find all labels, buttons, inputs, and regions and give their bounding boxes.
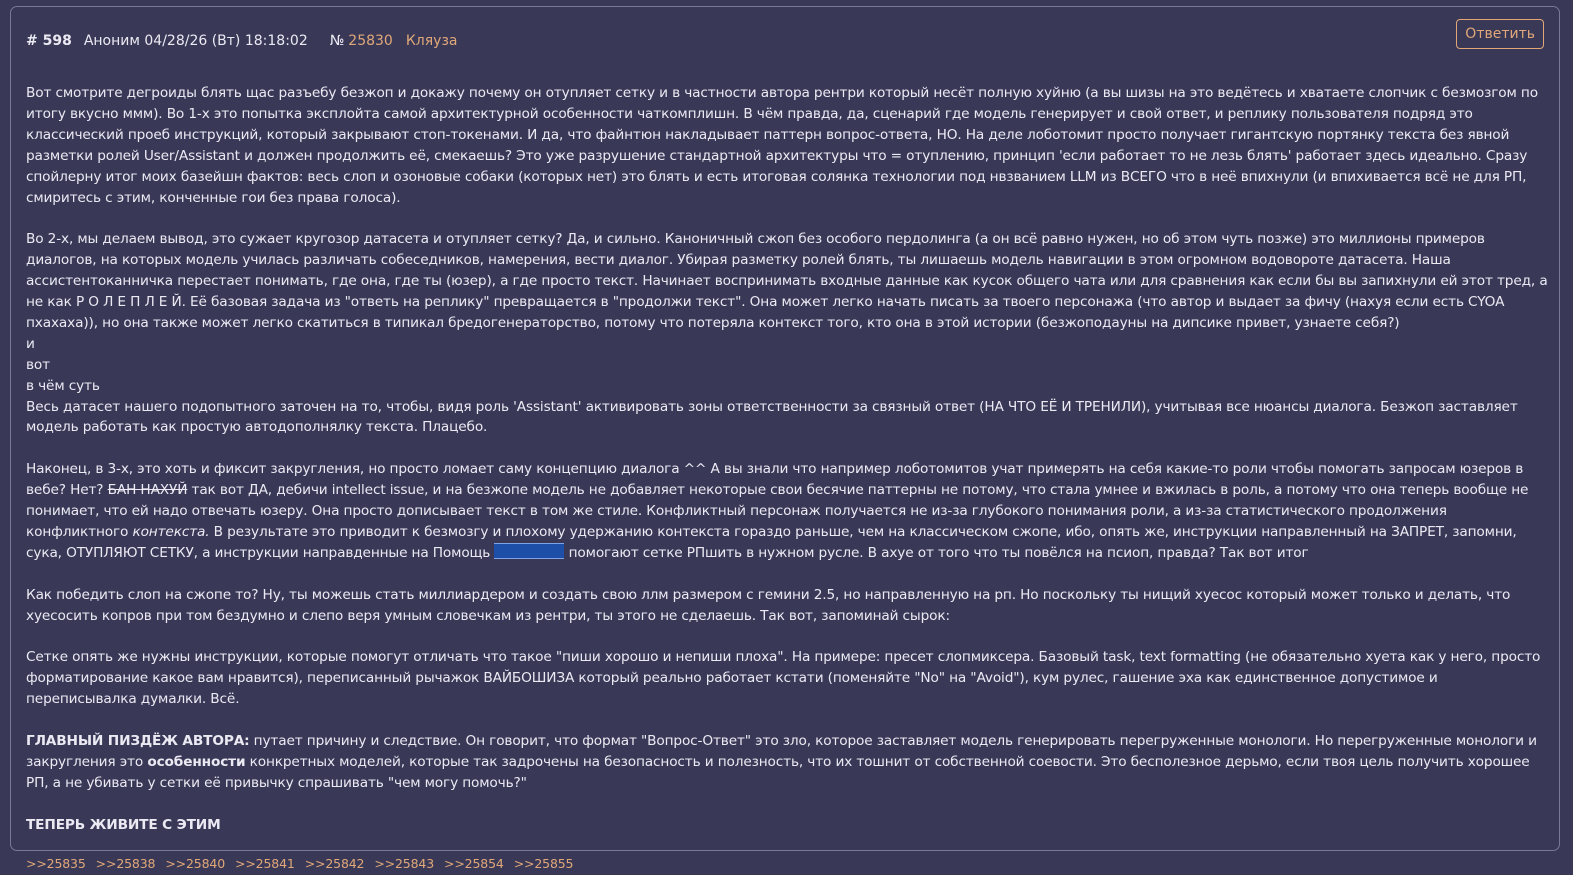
p4-text-b: так вот ДА, дебичи intellect issue, и на безжопе модель не добавляет некоторые свои бесячие паттерны не потому, что стала умнее и вжилась в роль, а потому что она теперь вообще не понимает, что ей надо отвечать юзеру. Она просто дописывает текст в том же стиле. Конфликтный персонаж получается не из-за глубокого понимания роли, а из-за статистического продолжения конфликтного xyxy=(26,482,1529,540)
p7-text-b: конкретных моделей, которые так задрочены на безопасность и полезность, что их тошнит от собственной соевости. Это бесполезное дерьмо, если твоя цель получить хорошее РП, а не убивать у сетки её привычку спрашивать "чем могу помочь?" xyxy=(26,753,1530,791)
paragraph-6: Сетке опять же нужны инструкции, которые помогут отличать что такое "пиши хорошо и непиши плоха". На примере: пресет слопмиксера. Базовый task, text formatting (не обязательно хуета как у него, просто форматирование какое вам нравится), переписанный рычажок ВАЙБОШИЗА который реально работает кстати (поменяйте "No" на "Avoid"), кум рулес, гашение эха как единственное допустимое и переписывалка думалки. Всё. xyxy=(26,649,1541,708)
paragraph-7 xyxy=(26,731,1548,794)
post-body xyxy=(26,83,1548,875)
reply-link[interactable]: >>25843 xyxy=(374,856,435,872)
strikethrough-text: БАН НАХУЙ xyxy=(107,482,188,499)
reply-link[interactable]: >>25835 xyxy=(26,856,86,872)
spoiler-redaction[interactable] xyxy=(494,543,564,559)
reply-button[interactable]: Ответить xyxy=(1456,19,1544,49)
p7-text-a: путает причину и следствие. Он говорит, что формат "Вопрос-Ответ" это зло, которое заставляет модель генерировать перегруженные монологи. Но перегруженные монологи и закругления это xyxy=(26,733,1537,770)
paragraph-3: Весь датасет нашего подопытного заточен на то, чтобы, видя роль 'Assistant' активировать зоны ответственности за связный ответ (НА ЧТО ЕЁ И ТРЕНИЛИ), учитывая все нюансы диалога. Безжоп заставляет модель работать как простую автодополнялку текста. Плацебо. xyxy=(26,398,1518,436)
post-no-label: № xyxy=(329,33,345,49)
final-bold-line: ТЕПЕРЬ ЖИВИТЕ С ЭТИМ xyxy=(26,816,221,833)
bold-word: особенности xyxy=(147,753,246,770)
p4-text-a: Наконец, в 3-х, это хоть и фиксит закругления, но просто ломает саму концепцию диалога ^^ А вы знали что например лоботомитов учат примерять на себя какие-то роли чтобы помогать запросам юзеров в вебе? Нет? xyxy=(26,461,1524,499)
post-tag: Кляуза xyxy=(405,33,458,49)
paragraph-5: Как победить слоп на сжопе то? Ну, ты можешь стать миллиардером и создать свою ллм размером с гемини 2.5, но направленную на рп. Но поскольку ты нищий хуесос который может только и делать, что хуесосить копров при том бездумно и слепо веря умным словечкам из рентри, ты этого не сделаешь. Так вот, запоминай сырок: xyxy=(26,586,1511,624)
reply-link[interactable]: >>25841 xyxy=(235,856,295,872)
line-i: и xyxy=(26,335,35,352)
paragraph-8 xyxy=(26,815,1548,836)
reply-link[interactable]: >>25854 xyxy=(444,856,504,872)
reply-link[interactable]: >>25838 xyxy=(95,856,156,872)
p4-text-c: В результате это приводит к безмозгу и плохому удержанию контекста гораздо раньше, чем на классическом сжопе, ибо, опять же, инструкции направленный на ЗАПРЕТ, запомни, сука, ОТУПЛЯЮТ СЕТКУ, а инструкции направденные на Помощь xyxy=(26,524,1517,561)
paragraph-2: Во 2-х, мы делаем вывод, это сужает кругозор датасета и отупляет сетку? Да, и сильно. Каноничный сжоп без особого пердолинга (а он всё равно нужен, но об этом чуть позже) это миллионы примеров диалогов, на которых модель училась различать собеседников, намерения, вести диалог. Убирая разметку ролей блять, ты лишаешь модель навигации в этом огромном водовороте датасета. Наша ассистентоканничка перестает понимать, где она, где ты (юзер), а где просто текст. Начинает воспринимать входные данные как кусок общего чата или для сравнения как если бы вы запихнули ей этот тред, а не как Р О Л Е П Л Е Й. Её базовая задача из "ответь на реплику" превращается в "продолжи текст". Она может легко начать писать за твоего персонажа (что автор и выдает за фичу (нахуя если есть CYOA пхахаха)), но она также может легко скатиться в типикал бредогенераторство, потому что потеряла контекст того, кто она в этой истории (безжоподауны на дипсике привет, узнаете себя?) xyxy=(26,231,1548,331)
bold-heading: ГЛАВНЫЙ ПИЗДЁЖ АВТОРА: xyxy=(26,733,250,750)
paragraph-1: Вот смотрите дегроиды блять щас разъебу безжоп и докажу почему он отупляет сетку и в частности автора рентри который несёт полную хуйню (а вы шизы на это ведётесь и хватаете слопчик с безмозгом по итогу вкусно ммм). Во 1-х это попытка эксплойта самой архитектурной особенности чаткомплишн. В чём правда, да, сценарий где модель генерирует и свой ответ, и реплику пользователя подряд это классический проеб инструкций, который закрывают стоп-токенами. И да, что файнтюн накладывает паттерн вопрос-ответа, НО. На деле лоботомит просто получает гигантскую портянку текста без явной разметки ролей User/Assistant и должен продолжить её, смекаешь? Это уже разрушение стандартной архитектуры что = отуплению, принцип 'если работает то не лезь блять' работает здесь идеально. Сразу спойлерну итог моих базейшн фактов: весь слоп и озоновые собаки (которых нет) это блять и есть итоговая солянка технологии под нвзванием LLM из ВСЕГО что в неё впихнули (и впихивается всё не для РП, смиритесь с этим, конченные гои без права голоса). xyxy=(26,85,1538,206)
reply-link[interactable]: >>25855 xyxy=(513,856,574,872)
reply-links xyxy=(26,854,1548,875)
post-header xyxy=(26,27,1544,55)
post-number[interactable]: # 598 xyxy=(26,33,72,49)
reply-link[interactable]: >>25842 xyxy=(304,856,365,872)
paragraph-4 xyxy=(26,459,1548,564)
p4-text-d: помогают сетке РПшить в нужном русле. В ахуе от того что ты повёлся на псиоп, правда? Так вот итог xyxy=(564,544,1309,561)
italic-text: контекста. xyxy=(132,524,210,540)
reply-link[interactable]: >>25840 xyxy=(165,856,226,872)
post-author-date: Аноним 04/28/26 (Вт) 18:18:02 xyxy=(83,33,308,49)
line-sut: в чём суть xyxy=(26,377,100,394)
post-id-link[interactable]: 25830 xyxy=(348,33,393,49)
post xyxy=(10,6,1560,872)
line-vot: вот xyxy=(26,356,50,373)
